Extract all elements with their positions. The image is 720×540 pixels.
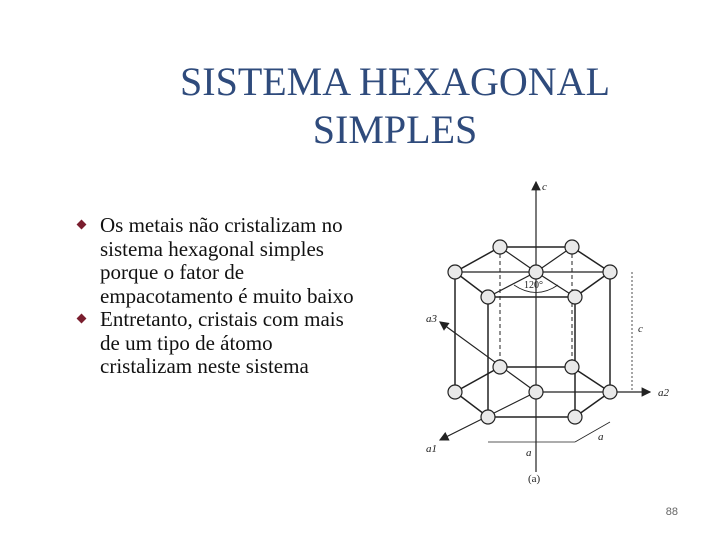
c-axis-label: c — [542, 181, 547, 193]
atom — [529, 265, 543, 279]
atom — [448, 385, 462, 399]
bullet-text: Entretanto, cristais com mais de um tipo de átomo cristalizam neste sistema — [100, 307, 344, 378]
atom — [568, 410, 582, 424]
a1-axis-label: a1 — [426, 443, 437, 455]
atom — [481, 290, 495, 304]
bullet-item — [76, 308, 366, 379]
atom — [493, 240, 507, 254]
atom — [603, 265, 617, 279]
atom — [493, 360, 507, 374]
figure-caption: (a) — [528, 473, 541, 485]
angle-label: 120° — [524, 280, 543, 291]
atom — [481, 410, 495, 424]
c-dimension-label: c — [638, 323, 643, 335]
slide-title — [140, 58, 650, 154]
diamond-bullet-icon — [77, 220, 87, 230]
atom — [529, 385, 543, 399]
page-number: 88 — [665, 506, 678, 518]
diamond-bullet-icon — [77, 314, 87, 324]
title-line-1: SISTEMA HEXAGONAL — [180, 59, 610, 104]
bullet-list — [76, 214, 366, 379]
hexagonal-lattice-figure — [410, 172, 690, 492]
a-bottom-label: a — [526, 447, 532, 459]
title-line-2: SIMPLES — [312, 107, 478, 152]
atom — [565, 360, 579, 374]
a-right-label: a — [598, 431, 604, 443]
atom — [448, 265, 462, 279]
bullet-text: Os metais não cristalizam no sistema hexagonal simples porque o fator de empacotamento é muito baixo — [100, 213, 354, 308]
atom — [565, 240, 579, 254]
a-dimension-line — [575, 422, 610, 442]
a3-axis-label: a3 — [426, 313, 437, 325]
atom — [603, 385, 617, 399]
bullet-item — [76, 214, 366, 308]
a2-axis-label: a2 — [658, 387, 669, 399]
atom — [568, 290, 582, 304]
